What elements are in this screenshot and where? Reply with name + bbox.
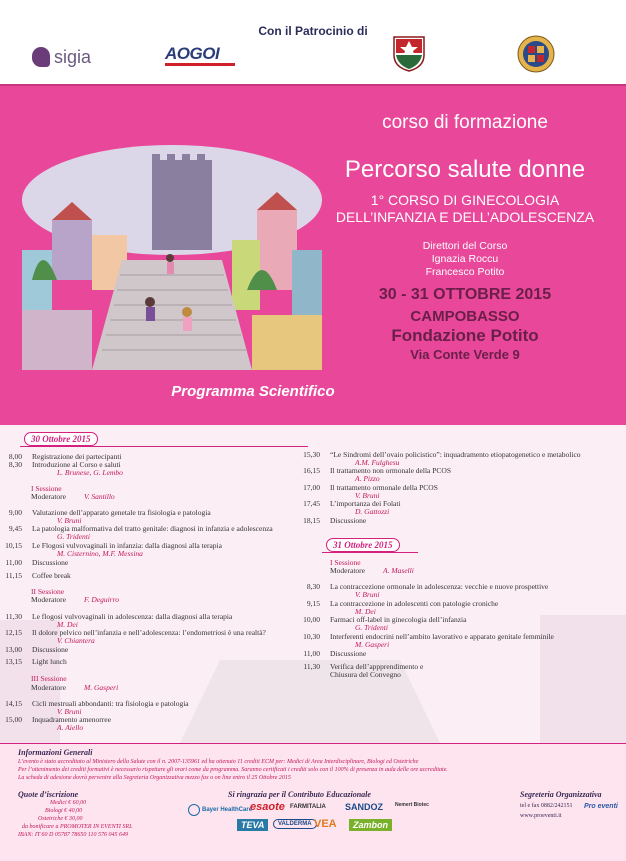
sponsor-esaote: esaote bbox=[250, 801, 285, 813]
sigia-logo bbox=[32, 44, 91, 70]
quote-line: Medici € 60,00 bbox=[50, 800, 87, 806]
program-row: 11,15 Coffee break bbox=[5, 571, 71, 580]
speaker: M. Dei bbox=[355, 607, 376, 616]
sponsor-valderma: VALDERMA bbox=[273, 819, 317, 829]
proeventi-logo: Pro eventi bbox=[584, 803, 618, 810]
sponsor-vea: VEA bbox=[314, 818, 337, 830]
speaker: L. Brunese, G. Lembo bbox=[57, 468, 123, 477]
event-city: CAMPOBASSO bbox=[410, 308, 520, 325]
speaker: V. Bruni bbox=[355, 491, 380, 500]
info-line-1: L’evento è stato accreditato al Ministero della Salute con il n. 2007-135961 ed ha ottenuto 11 crediti ECM per: Medici di Area Interdisciplinare, Biologi ed Ostetriche bbox=[18, 759, 419, 765]
event-venue: Fondazione Potito bbox=[391, 326, 539, 345]
bayer-cross-icon bbox=[188, 804, 200, 816]
moderator: Moderatore V. Santillo bbox=[31, 492, 115, 501]
program-row: 11,00 Discussione bbox=[303, 649, 367, 658]
order-crest bbox=[514, 34, 558, 74]
closing-line: Chiusura del Convegno bbox=[330, 670, 401, 679]
quote-line: Biologi € 40,00 bbox=[45, 808, 83, 814]
program-row: 10,15 Le Flogosi vulvovaginali in infanzia: dalla diagnosi alla terapia bbox=[5, 541, 222, 550]
sigia-head-icon bbox=[32, 47, 50, 67]
sponsor-zambon: Zambon bbox=[349, 819, 392, 831]
program-row: 10,30 Interferenti endocrini nell’ambito lavorativo e apparato genitale femminile bbox=[303, 632, 554, 641]
moderator: Moderatore M. Gasperi bbox=[31, 683, 119, 692]
program-row: 9,45 La patologia malformativa del tratto genitale: diagnosi in infanzia e adolescenza bbox=[8, 524, 273, 533]
sigia-logo-text: sigia bbox=[54, 46, 92, 67]
program-row: 11,30 Verifica dell’appprendimento e bbox=[303, 662, 424, 671]
session-title: I Sessione bbox=[31, 484, 62, 493]
sponsor-farmitalia: FARMITALIA bbox=[290, 804, 326, 810]
speaker: G. Tridenti bbox=[355, 623, 388, 632]
speaker: M. Gasperi bbox=[355, 640, 390, 649]
program-row: 17,45 L’importanza dei Folati bbox=[303, 499, 401, 508]
program-row: 13,00 Discussione bbox=[5, 645, 69, 654]
day2-line bbox=[322, 552, 418, 553]
event-address: Via Conte Verde 9 bbox=[410, 347, 520, 362]
day1-line bbox=[20, 446, 308, 447]
aogoi-logo bbox=[165, 44, 237, 72]
corso-label: corso di formazione bbox=[382, 112, 548, 133]
speaker: G. Tridenti bbox=[57, 532, 90, 541]
aogoi-underline bbox=[165, 63, 235, 66]
program-row: 9,15 La contraccezione in adolescenti con patologie croniche bbox=[306, 599, 499, 608]
speaker: V. Chiantera bbox=[57, 636, 95, 645]
program-row: 8,00 Registrazione dei partecipanti bbox=[8, 452, 122, 461]
sponsor-nemert: Nemert Biotec bbox=[395, 802, 429, 808]
sponsor-teva: TEVA bbox=[237, 819, 268, 831]
speaker: V. Bruni bbox=[57, 516, 82, 525]
quote-line: da bonificare a PROMOTER IN EVENTI SRL bbox=[22, 824, 133, 830]
program-row: 11,00 Discussione bbox=[5, 558, 69, 567]
direttore-2: Francesco Potito bbox=[425, 266, 505, 278]
aogoi-logo-text: AOGOI bbox=[165, 44, 220, 63]
info-title: Informazioni Generali bbox=[18, 748, 93, 757]
program-row: 11,30 Le flogosi vulvovaginali in adolescenza: dalla diagnosi alla terapia bbox=[5, 612, 233, 621]
speaker: D. Gattozzi bbox=[355, 507, 390, 516]
session-title: I Sessione bbox=[330, 558, 361, 567]
program-row: 12,15 Il dolore pelvico nell’infanzia e nell’adolescenza: l’endometriosi è una realtà? bbox=[5, 628, 266, 637]
day1-date-badge: 30 Ottobre 2015 bbox=[24, 432, 98, 446]
speaker: V. Bruni bbox=[355, 590, 380, 599]
program-row: 18,15 Discussione bbox=[303, 516, 367, 525]
info-line-3: La scheda di adesione dovrà pervenire alla Segreteria Organizzativa mezzo fax o on line entro il 25 Ottobre 2015 bbox=[18, 775, 291, 781]
patrocinio-label: Con il Patrocinio di bbox=[258, 24, 368, 38]
quote-line: IBAN: IT 60 D 05787 78650 110 576 045 649 bbox=[18, 832, 128, 838]
direttori-label: Direttori del Corso bbox=[422, 240, 508, 252]
sponsor-bayer: Bayer HealthCare bbox=[188, 804, 252, 816]
session-title: III Sessione bbox=[31, 674, 67, 683]
program-row: 16,15 Il trattamento non ormonale della PCOS bbox=[303, 466, 452, 475]
program-row: 13,15 Light lunch bbox=[5, 657, 67, 666]
moderator: Moderatore A. Maselli bbox=[330, 566, 414, 575]
footer-top-border bbox=[0, 743, 626, 744]
town-illustration bbox=[22, 140, 322, 370]
program-row: 10,00 Farmaci off-label in ginecologia dell’infanzia bbox=[303, 615, 467, 624]
speaker: A. Aiello bbox=[57, 723, 84, 732]
segreteria-fax: tel e fax 0882/242151 bbox=[520, 803, 573, 809]
program-row: 14,15 Cicli mestruali abbondanti: tra fisiologia e patologia bbox=[5, 699, 189, 708]
program-row: 17,00 Il trattamento ormonale della PCOS bbox=[303, 483, 438, 492]
thanks-title: Si ringrazia per il Contributo Educazionale bbox=[228, 790, 371, 799]
day2-date-badge: 31 Ottobre 2015 bbox=[326, 538, 400, 552]
course-subtitle-2: DELL’INFANZIA E DELL’ADOLESCENZA bbox=[335, 209, 595, 225]
speaker: V. Bruni bbox=[57, 707, 82, 716]
segreteria-website[interactable]: www.proeventi.it bbox=[520, 813, 562, 819]
hero-top-border bbox=[0, 84, 626, 86]
direttore-1: Ignazia Roccu bbox=[431, 253, 499, 265]
course-subtitle-1: 1° CORSO DI GINECOLOGIA bbox=[370, 192, 560, 208]
speaker: M. Dei bbox=[57, 620, 78, 629]
session-title: II Sessione bbox=[31, 587, 65, 596]
quote-line: Ostetriche € 30,00 bbox=[38, 816, 83, 822]
moderator: Moderatore F. Deguirro bbox=[31, 595, 119, 604]
speaker: A. Pizzo bbox=[355, 474, 380, 483]
event-dates: 30 - 31 OTTOBRE 2015 bbox=[378, 286, 552, 303]
program-row: 8,30 La contraccezione ormonale in adolescenza: vecchie e nuove prospettive bbox=[306, 582, 549, 591]
segreteria-title: Segreteria Organizzativa bbox=[520, 790, 602, 799]
quote-title: Quote d’iscrizione bbox=[18, 790, 79, 799]
molise-region-crest bbox=[392, 33, 426, 73]
program-row: 15,30 “Le Sindromi dell’ovaio policistico”: inquadramento etiopatogenetico e metabolico bbox=[303, 450, 581, 459]
program-row: 15,00 Inquadramento amenorree bbox=[5, 715, 111, 724]
speaker: M. Cisternino, M.F. Messina bbox=[57, 549, 143, 558]
programma-scientifico-title: Programma Scientifico bbox=[171, 383, 335, 400]
sponsor-sandoz: SANDOZ bbox=[345, 802, 383, 812]
info-line-2: Per l’ottenimento dei crediti formativi è necessario rispettare gli orari come da programma. Saranno certificati i crediti solo con il 100% di presenza in aula delle ore accreditate. bbox=[18, 767, 448, 773]
speaker: A.M. Fulghesu bbox=[355, 458, 400, 467]
program-row: 8,30 Introduzione al Corso e saluti bbox=[8, 460, 121, 469]
program-row: 9,00 Valutazione dell’apparato genetale tra fisiologia e patologia bbox=[8, 508, 211, 517]
main-title: Percorso salute donne bbox=[344, 156, 586, 183]
